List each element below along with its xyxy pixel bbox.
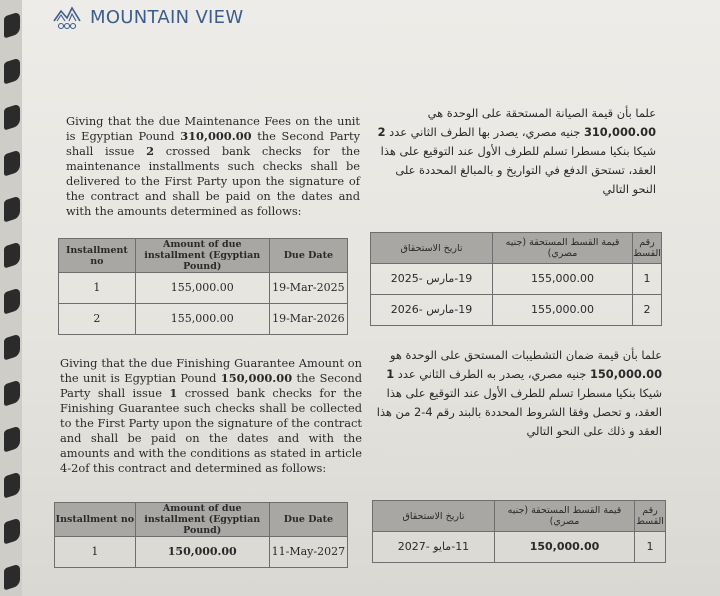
column-header: تاريخ الاستحقاق	[373, 501, 495, 532]
mountain-logo-icon	[52, 4, 82, 30]
maintenance-table-ar	[370, 232, 662, 326]
maintenance-amount-en: 310,000.00	[180, 129, 252, 143]
installment-amount: 150,000.00	[494, 532, 634, 563]
binder-ring	[4, 149, 20, 176]
installment-no: 1	[633, 264, 662, 295]
binder-ring	[4, 333, 20, 360]
column-header: قيمة القسط المستحقة (جنيه مصري)	[493, 233, 633, 264]
binder-ring	[4, 57, 20, 84]
maintenance-count-en: 2	[146, 144, 155, 158]
column-header: Due Date	[269, 503, 347, 537]
binder-ring	[4, 425, 20, 452]
maintenance-amount-ar: 310,000.00	[583, 125, 656, 139]
table-row	[59, 304, 348, 335]
binder-ring	[4, 471, 20, 498]
installment-date: 11-مايو -2027	[373, 532, 495, 563]
finishing-count-en: 1	[169, 386, 178, 400]
column-header: Installment no	[59, 239, 136, 273]
finishing-paragraph-en: Giving that the due Finishing Guarantee Amount on the unit is Egyptian Pound 150,000.00 the Second Party shall issue 1 crossed bank checks for the Finishing Guarantee such checks shall be collected to the First Party upon the signature of the contract and shall be paid on the dates and with the amounts and with the conditions as stated in article 4-2of this contract and determined as follows:	[60, 356, 363, 475]
binder-ring	[4, 287, 20, 314]
installment-no: 1	[635, 532, 666, 563]
installment-date: 11-May-2027	[269, 537, 347, 568]
table-header-row	[55, 503, 348, 537]
installment-no: 2	[633, 295, 662, 326]
table-row	[371, 264, 662, 295]
table-header-row	[59, 239, 348, 273]
maintenance-table-en	[58, 238, 348, 335]
binder-ring	[4, 195, 20, 222]
binder-ring	[4, 241, 20, 268]
installment-amount: 155,000.00	[135, 304, 269, 335]
installment-amount: 155,000.00	[493, 264, 633, 295]
table-row	[373, 532, 666, 563]
maintenance-count-ar: 2	[377, 125, 386, 139]
table-row	[55, 537, 348, 568]
installment-no: 2	[59, 304, 136, 335]
table-header-row	[371, 233, 662, 264]
installment-date: 19-مارس -2025	[371, 264, 493, 295]
maintenance-paragraph-en: Giving that the due Maintenance Fees on the unit is Egyptian Pound 310,000.00 the Second Party shall issue 2 crossed bank checks for the maintenance installments such checks shall be delivered to the First Party upon the signature of the contract and shall be paid on the dates and with the amounts determined as follows:	[66, 114, 361, 218]
finishing-count-ar: 1	[386, 367, 395, 381]
installment-amount: 155,000.00	[135, 273, 269, 304]
column-header: Amount of due installment (Egyptian Pound)	[135, 239, 269, 273]
installment-no: 1	[55, 537, 136, 568]
table-row	[371, 295, 662, 326]
column-header: Amount of due installment (Egyptian Pound)	[135, 503, 269, 537]
column-header: رقم القسط	[635, 501, 666, 532]
installment-date: 19-مارس -2026	[371, 295, 493, 326]
finishing-amount-en: 150,000.00	[220, 371, 293, 385]
table-header-row	[373, 501, 666, 532]
finishing-table-ar	[372, 500, 666, 563]
installment-date: 19-Mar-2025	[269, 273, 347, 304]
logo-text: MOUNTAIN VIEW	[90, 7, 244, 28]
installment-date: 19-Mar-2026	[269, 304, 347, 335]
installment-amount: 150,000.00	[135, 537, 269, 568]
binder-strip	[0, 0, 22, 596]
table-row	[59, 273, 348, 304]
column-header: قيمة القسط المستحقة (جنيه مصري)	[494, 501, 634, 532]
finishing-amount-ar: 150,000.00	[589, 367, 662, 381]
column-header: Installment no	[55, 503, 136, 537]
finishing-paragraph-ar: علما بأن قيمة ضمان التشطيبات المستحق على الوحدة هو 150,000.00 جنيه مصري، يصدر به الطرف الثاني عدد 1 شيكا بنكيا مسطرا تسلم للطرف الأول عند التوقيع على هذا العقد، و تحصل وفقا الشروط المحددة بالبند رقم 4-2 من هذا العقد و ذلك على النحو التالي	[376, 348, 662, 438]
binder-ring	[4, 379, 20, 406]
finishing-table-en	[54, 502, 348, 568]
binder-ring	[4, 11, 20, 38]
maintenance-paragraph-ar: علما بأن قيمة الصيانة المستحقة على الوحدة هي 310,000.00 جنيه مصري، يصدر بها الطرف الثاني عدد 2 شيكا بنكيا مسطرا تسلم للطرف الأول عند التوقيع على هذا العقد، تستحق الدفع في التواريخ و بالمبالغ المحددة على النحو التالي	[377, 106, 656, 196]
installment-amount: 155,000.00	[493, 295, 633, 326]
binder-ring	[4, 103, 20, 130]
binder-ring	[4, 517, 20, 544]
document-page	[22, 0, 720, 596]
column-header: رقم القسط	[633, 233, 662, 264]
installment-no: 1	[59, 273, 136, 304]
column-header: Due Date	[269, 239, 347, 273]
binder-ring	[4, 563, 20, 590]
column-header: تاريخ الاستحقاق	[371, 233, 493, 264]
